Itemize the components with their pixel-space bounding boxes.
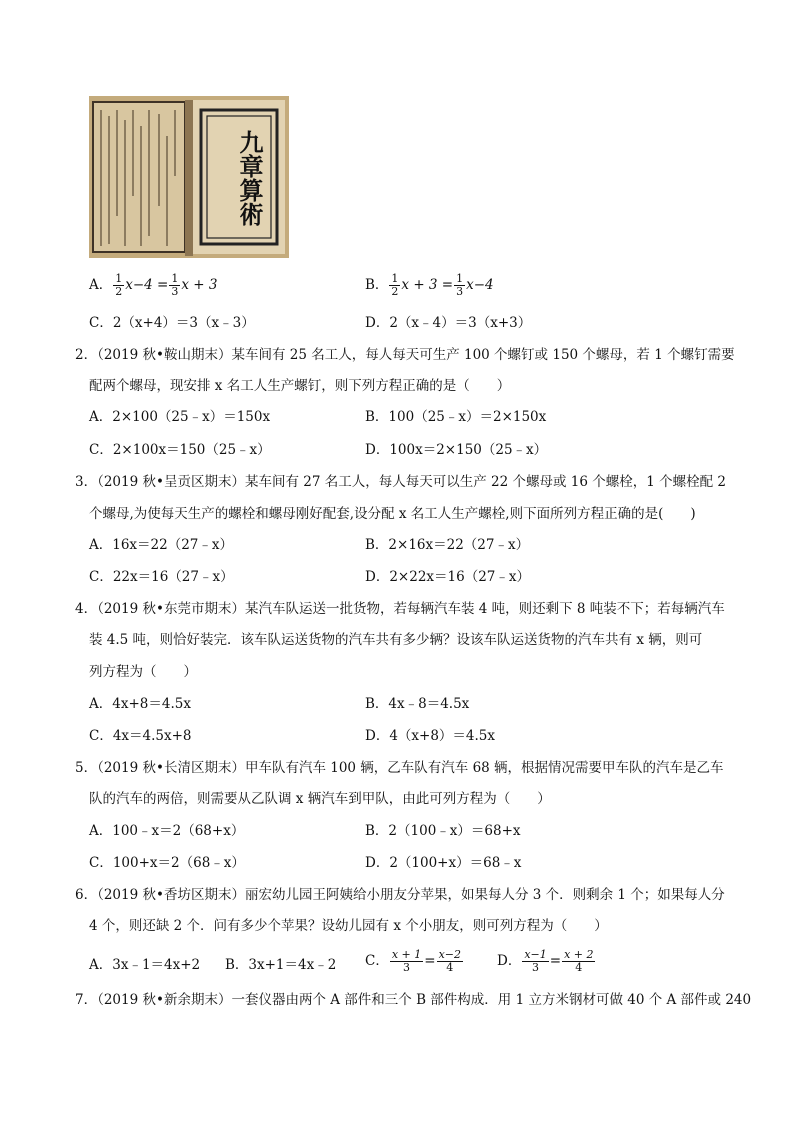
q4-stem-line2: 装 4.5 吨，则恰好装完．该车队运送货物的汽车共有多少辆？设该车队运送货物的汽车共有 x 辆，则可 <box>89 632 703 648</box>
fraction: $\frac{x-2}{4}$ <box>438 948 461 974</box>
q3-stem-line1: 3．（2019 秋•呈贡区期末）某车间有 27 名工人，每人每天可以生产 22 个螺母或 16 个螺栓，1 个螺栓配 2 <box>75 474 726 490</box>
q6-option-d: D． $\frac{x-1}{3}$ = $\frac{x + 2}{4}$ <box>497 948 594 974</box>
q6-option-c: C． $\frac{x + 1}{3}$ = $\frac{x-2}{4}$ <box>365 948 461 974</box>
fraction: $\frac{1}{2}$ <box>391 272 399 298</box>
q3-option-d: D．2×22x＝16（27﹣x） <box>365 569 530 585</box>
q2-option-b: B．100（25﹣x）＝2×150x <box>365 409 547 425</box>
q4-stem-line3: 列方程为（ ） <box>89 664 197 680</box>
q5-stem-line2: 队的汽车的两倍，则需要从乙队调 x 辆汽车到甲队，由此可列方程为（ ） <box>89 791 551 807</box>
q2-option-c: C．2×100x＝150（25﹣x） <box>89 442 271 458</box>
q4-option-d: D．4（x+8）＝4.5x <box>365 728 496 744</box>
q2-option-d: D．100x＝2×150（25﹣x） <box>365 442 548 458</box>
q6-stem-line1: 6．（2019 秋•香坊区期末）丽宏幼儿园王阿姨给小朋友分苹果，如果每人分 3 个．则剩余 1 个；如果每人分 <box>75 887 725 903</box>
q5-stem-line1: 5．（2019 秋•长清区期末）甲车队有汽车 100 辆，乙车队有汽车 68 辆，根据情况需要甲车队的汽车是乙车 <box>75 760 724 776</box>
fraction: $\frac{x + 2}{4}$ <box>564 948 594 974</box>
q5-option-d: D．2（100+x）＝68﹣x <box>365 855 522 871</box>
q4-option-b: B．4x﹣8＝4.5x <box>365 696 470 712</box>
q5-option-b: B．2（100﹣x）＝68+x <box>365 823 521 839</box>
book-photo <box>89 96 289 258</box>
q3-stem-line2: 个螺母,为使每天生产的螺栓和螺母刚好配套,设分配 x 名工人生产螺栓,则下面所列方程正确的是( ) <box>89 506 696 522</box>
q3-option-b: B．2×16x＝22（27﹣x） <box>365 537 530 553</box>
q4-option-a: A．4x+8＝4.5x <box>89 696 191 712</box>
q1-option-a: A． $\frac{1}{2}$ x−4 = $\frac{1}{3}$ x + 3 <box>89 272 218 298</box>
q5-option-a: A．100﹣x＝2（68+x） <box>89 823 245 839</box>
q3-option-c: C．22x＝16（27﹣x） <box>89 569 234 585</box>
q5-option-c: C．100+x＝2（68﹣x） <box>89 855 245 871</box>
q1-option-d: D．2（x﹣4）＝3（x+3） <box>365 315 532 331</box>
q2-stem-line2: 配两个螺母，现安排 x 名工人生产螺钉，则下列方程正确的是（ ） <box>89 378 511 394</box>
q7-stem-line1: 7．（2019 秋•新余期末）一套仪器由两个 A 部件和三个 B 部件构成．用 1 立方米钢材可做 40 个 A 部件或 240 <box>75 992 752 1008</box>
q6-stem-line2: 4 个，则还缺 2 个．问有多少个苹果？设幼儿园有 x 个小朋友，则可列方程为（ ） <box>89 918 608 934</box>
fraction: $\frac{x + 1}{3}$ <box>391 948 422 974</box>
fraction: $\frac{1}{3}$ <box>456 272 464 298</box>
q6-option-a: A．3x﹣1＝4x+2 <box>89 957 201 973</box>
q2-stem-line1: 2．（2019 秋•鞍山期末）某车间有 25 名工人，每人每天可生产 100 个螺钉或 150 个螺母，若 1 个螺钉需要 <box>75 347 735 363</box>
q3-option-a: A．16x＝22（27﹣x） <box>89 537 234 553</box>
q2-option-a: A．2×100（25﹣x）＝150x <box>89 409 271 425</box>
q4-option-c: C．4x＝4.5x+8 <box>89 728 192 744</box>
q4-stem-line1: 4．（2019 秋•东莞市期末）某汽车队运送一批货物，若每辆汽车装 4 吨，则还剩下 8 吨装不下；若每辆汽车 <box>75 601 725 617</box>
fraction: $\frac{1}{3}$ <box>171 272 179 298</box>
fraction: $\frac{1}{2}$ <box>115 272 123 298</box>
q6-option-b: B．3x+1＝4x﹣2 <box>225 957 337 973</box>
book-title: 九章算術 <box>235 130 264 226</box>
fraction: $\frac{x-1}{3}$ <box>524 948 547 974</box>
q1-option-b: B． $\frac{1}{2}$ x + 3 = $\frac{1}{3}$ x−4 <box>365 272 494 298</box>
q1-option-c: C．2（x+4）＝3（x﹣3） <box>89 315 255 331</box>
